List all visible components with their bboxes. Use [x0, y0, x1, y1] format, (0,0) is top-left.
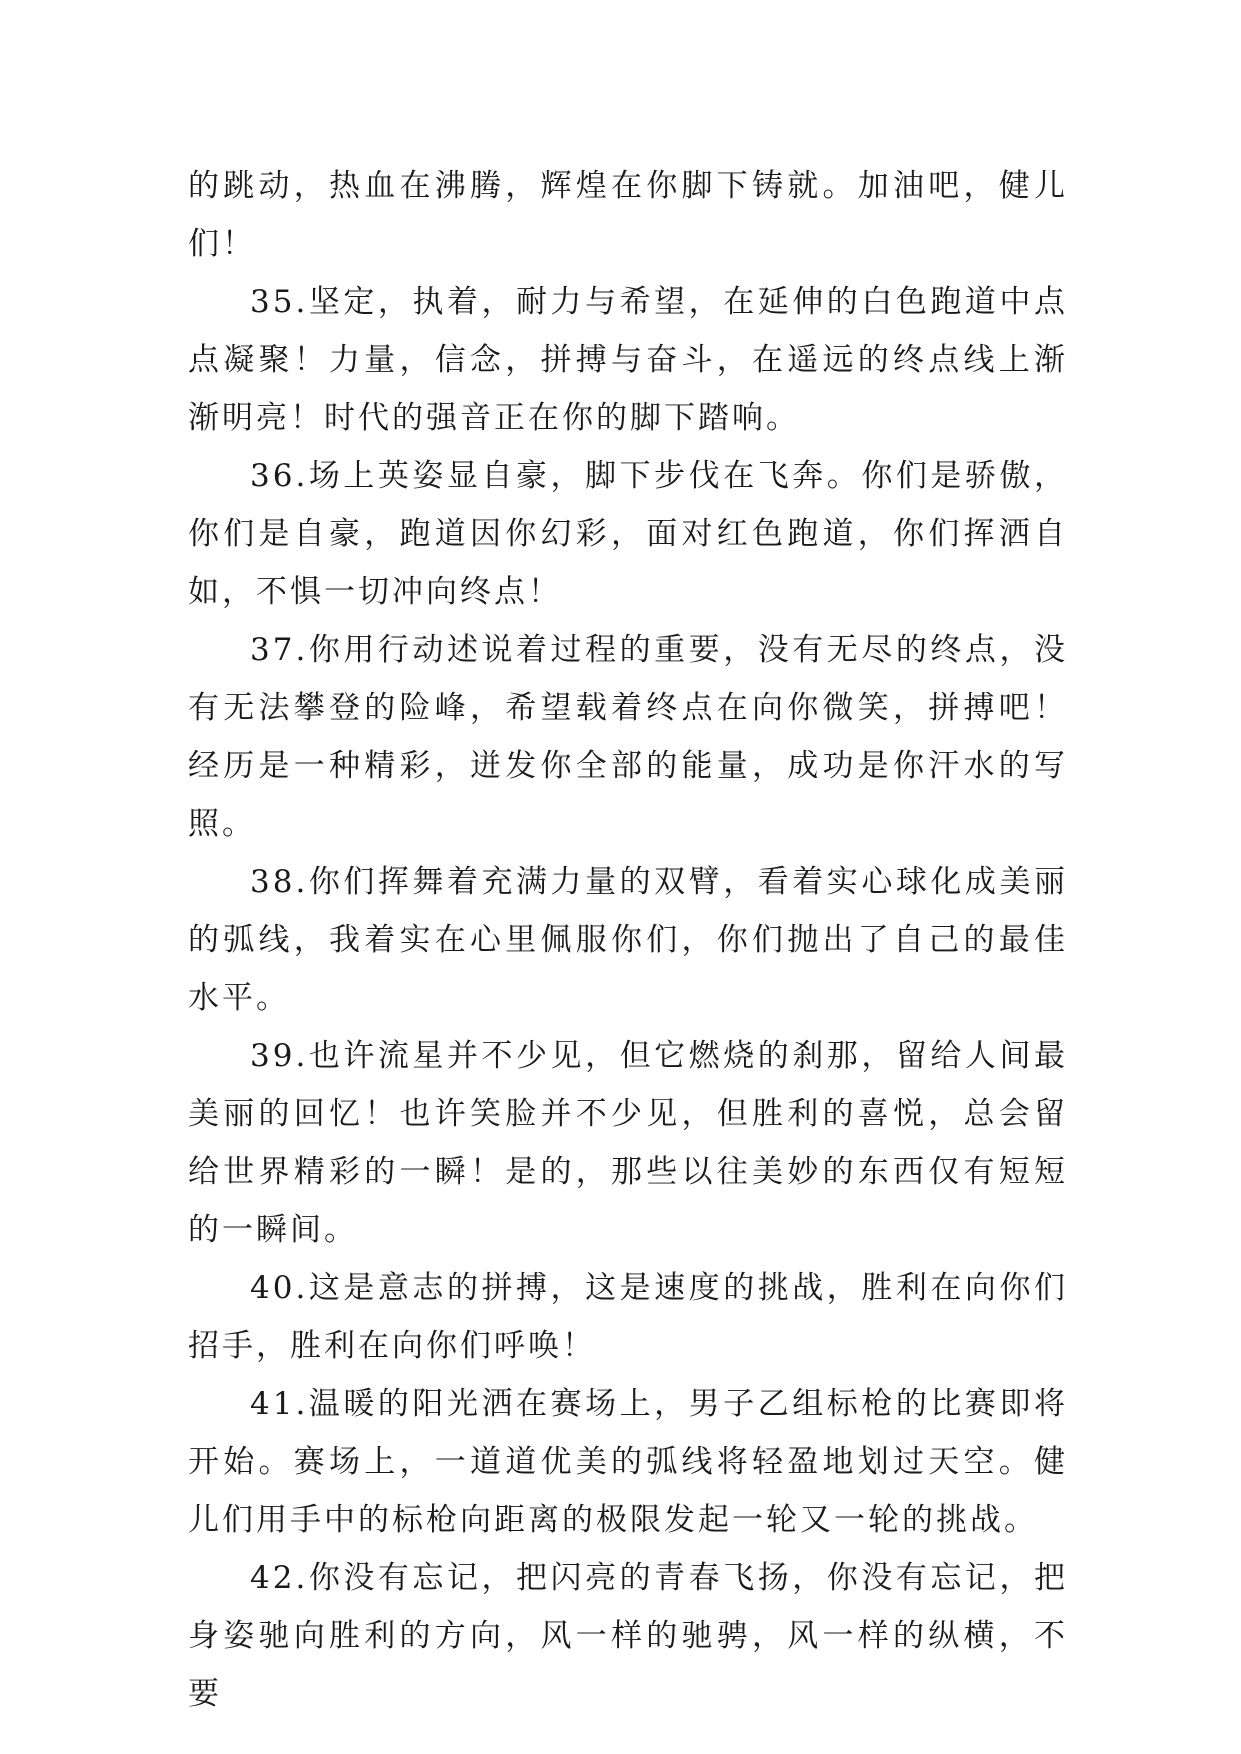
paragraph-40: 40.这是意志的拼搏，这是速度的挑战，胜利在向你们招手，胜利在向你们呼唤！ [188, 1270, 1068, 1364]
paragraph-42: 42.你没有忘记，把闪亮的青春飞扬，你没有忘记，把身姿驰向胜利的方向，风一样的驰骋，风一样的纵横，不要 [188, 1560, 1068, 1712]
document-body [188, 157, 1068, 1723]
paragraph-continuation: 的跳动，热血在沸腾，辉煌在你脚下铸就。加油吧，健儿们！ [188, 168, 1068, 262]
paragraph-37: 37.你用行动述说着过程的重要，没有无尽的终点，没有无法攀登的险峰，希望载着终点在向你微笑，拼搏吧！经历是一种精彩，迸发你全部的能量，成功是你汗水的写照。 [188, 632, 1068, 842]
paragraph-41: 41.温暖的阳光洒在赛场上，男子乙组标枪的比赛即将开始。赛场上，一道道优美的弧线将轻盈地划过天空。健儿们用手中的标枪向距离的极限发起一轮又一轮的挑战。 [188, 1386, 1068, 1538]
paragraph-39: 39.也许流星并不少见，但它燃烧的刹那，留给人间最美丽的回忆！也许笑脸并不少见，但胜利的喜悦，总会留给世界精彩的一瞬！是的，那些以往美妙的东西仅有短短的一瞬间。 [188, 1038, 1068, 1248]
paragraph-36: 36.场上英姿显自豪，脚下步伐在飞奔。你们是骄傲，你们是自豪，跑道因你幻彩，面对红色跑道，你们挥洒自如，不惧一切冲向终点！ [188, 458, 1068, 610]
paragraph-38: 38.你们挥舞着充满力量的双臂，看着实心球化成美丽的弧线，我着实在心里佩服你们，你们抛出了自己的最佳水平。 [188, 864, 1068, 1016]
paragraph-35: 35.坚定，执着，耐力与希望，在延伸的白色跑道中点点凝聚！力量，信念，拼搏与奋斗，在遥远的终点线上渐渐明亮！时代的强音正在你的脚下踏响。 [188, 284, 1068, 436]
